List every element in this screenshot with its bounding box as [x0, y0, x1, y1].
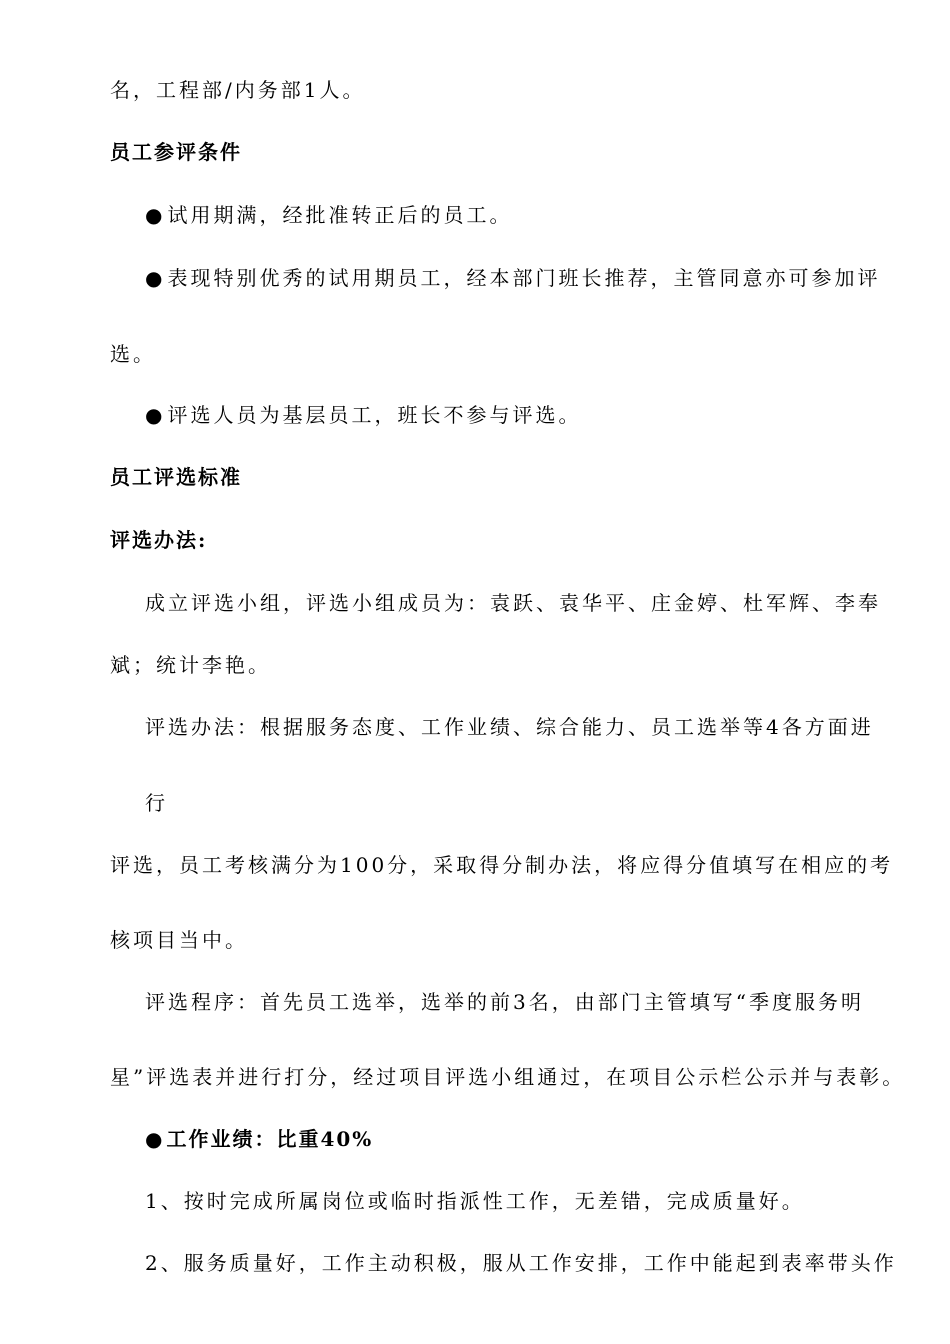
bullet-item [145, 402, 581, 428]
text-line: 选。 [110, 342, 156, 366]
bullet-heading-text: 工作业绩：比重40% [166, 1127, 374, 1151]
numbered-item: 2、服务质量好，工作主动积极，服从工作安排，工作中能起到表率带头作 [145, 1251, 897, 1275]
text-line: 斌；统计李艳。 [110, 653, 271, 677]
bullet-icon: ● [145, 203, 166, 227]
text-line: 名，工程部/内务部1人。 [110, 78, 366, 102]
bullet-text: 评选人员为基层员工，班长不参与评选。 [167, 403, 582, 427]
bullet-heading [145, 1126, 373, 1152]
text-line: 行 [145, 791, 168, 815]
text-line: 核项目当中。 [110, 928, 248, 952]
bullet-item [145, 265, 880, 291]
bullet-icon: ● [145, 266, 166, 290]
paragraph-line: 评选，员工考核满分为100分，采取得分制办法，将应得分值填写在相应的考 [110, 853, 894, 877]
bullet-item [145, 202, 512, 228]
paragraph-line: 评选办法：根据服务态度、工作业绩、综合能力、员工选举等4各方面进 [145, 715, 874, 739]
text-line: 星”评选表并进行打分，经过项目评选小组通过，在项目公示栏公示并与表彰。 [110, 1065, 906, 1089]
paragraph-line: 评选程序：首先员工选举，选举的前3名，由部门主管填写“季度服务明 [145, 990, 864, 1014]
section-heading: 员工评选标准 [110, 465, 242, 489]
bullet-icon: ● [145, 403, 166, 427]
bullet-text: 试用期满，经批准转正后的员工。 [167, 203, 513, 227]
numbered-item: 1、按时完成所属岗位或临时指派性工作，无差错，完成质量好。 [145, 1189, 805, 1213]
paragraph-line: 成立评选小组，评选小组成员为：袁跃、袁华平、庄金婷、杜军辉、李奉 [145, 591, 881, 615]
section-heading: 员工参评条件 [110, 140, 242, 164]
section-heading: 评选办法: [110, 528, 208, 552]
bullet-icon: ● [145, 1127, 165, 1151]
bullet-text: 表现特别优秀的试用期员工，经本部门班长推荐，主管同意亦可参加评 [167, 266, 881, 290]
